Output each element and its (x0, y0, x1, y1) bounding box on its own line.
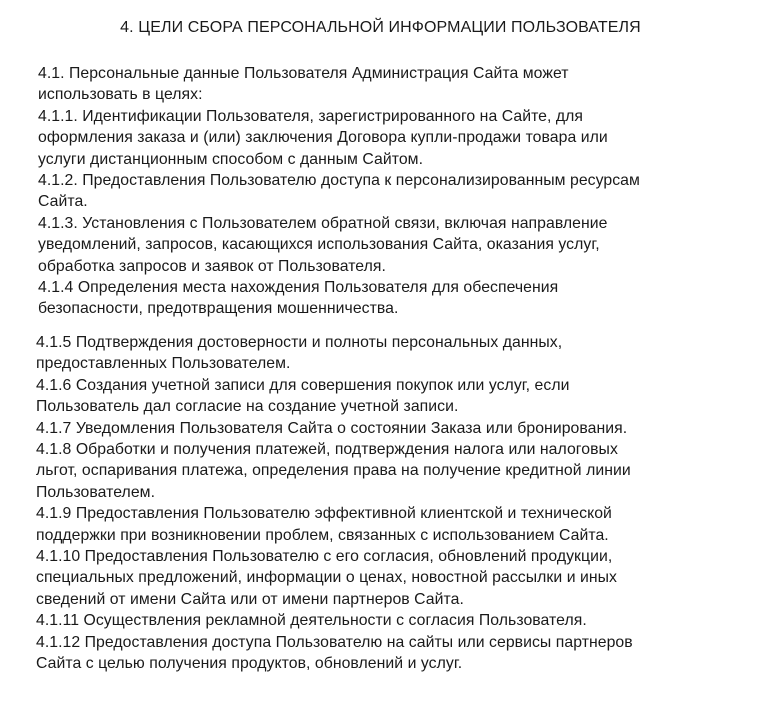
text-line: оформления заказа и (или) заключения Договора купли-продажи товара или (38, 129, 608, 147)
text-line: Пользователем. (36, 483, 156, 501)
text-line: 4.1.6 Создания учетной записи для совершения покупок или услуг, если (36, 376, 570, 394)
text-line: безопасности, предотвращения мошенничества. (38, 300, 399, 318)
text-line: 4.1.7 Уведомления Пользователя Сайта о состоянии Заказа или бронирования. (36, 419, 628, 437)
text-line: Сайта. (38, 193, 88, 211)
text-line: услуги дистанционным способом с данным Сайтом. (38, 150, 424, 168)
section-title: 4. ЦЕЛИ СБОРА ПЕРСОНАЛЬНОЙ ИНФОРМАЦИИ ПОЛЬЗОВАТЕЛЯ (120, 19, 641, 36)
text-line: сведений от имени Сайта или от имени партнеров Сайта. (36, 590, 464, 608)
text-line: 4.1. Персональные данные Пользователя Администрация Сайта может (38, 65, 569, 82)
text-line: уведомлений, запросов, касающихся использования Сайта, оказания услуг, (38, 236, 600, 254)
text-line: специальных предложений, информации о ценах, новостной рассылки и иных (36, 569, 618, 587)
text-line: 4.1.1. Идентификации Пользователя, зарегистрированного на Сайте, для (38, 107, 584, 125)
text-line: 4.1.12 Предоставления доступа Пользователю на сайты или сервисы партнеров (36, 633, 633, 651)
text-line: 4.1.4 Определения места нахождения Пользователя для обеспечения (38, 279, 559, 297)
text-line: предоставленных Пользователем. (36, 355, 291, 373)
text-line: обработка запросов и заявок от Пользователя. (38, 257, 386, 275)
text-line: 4.1.3. Установления с Пользователем обратной связи, включая направление (38, 214, 608, 232)
text-line: 4.1.2. Предоставления Пользователю доступа к персонализированным ресурсам (38, 172, 640, 190)
text-block-second (36, 332, 750, 675)
text-line: Сайта с целью получения продуктов, обновлений и услуг. (36, 655, 463, 673)
text-line: Пользователь дал согласие на создание учетной записи. (36, 398, 459, 416)
text-line: 4.1.5 Подтверждения достоверности и полноты персональных данных, (36, 334, 563, 351)
text-line: льгот, оспаривания платежа, определения права на получение кредитной линии (36, 462, 631, 480)
text-line: 4.1.8 Обработки и получения платежей, подтверждения налога или налоговых (36, 441, 618, 459)
text-line: использовать в целях: (38, 86, 203, 104)
text-line: 4.1.9 Предоставления Пользователю эффективной клиентской и технической (36, 505, 612, 523)
text-line: поддержки при возникновении проблем, связанных с использованием Сайта. (36, 526, 609, 544)
text-line: 4.1.11 Осуществления рекламной деятельности с согласия Пользователя. (36, 612, 587, 630)
text-block-first (38, 63, 750, 320)
text-line: 4.1.10 Предоставления Пользователю с его согласия, обновлений продукции, (36, 548, 613, 566)
